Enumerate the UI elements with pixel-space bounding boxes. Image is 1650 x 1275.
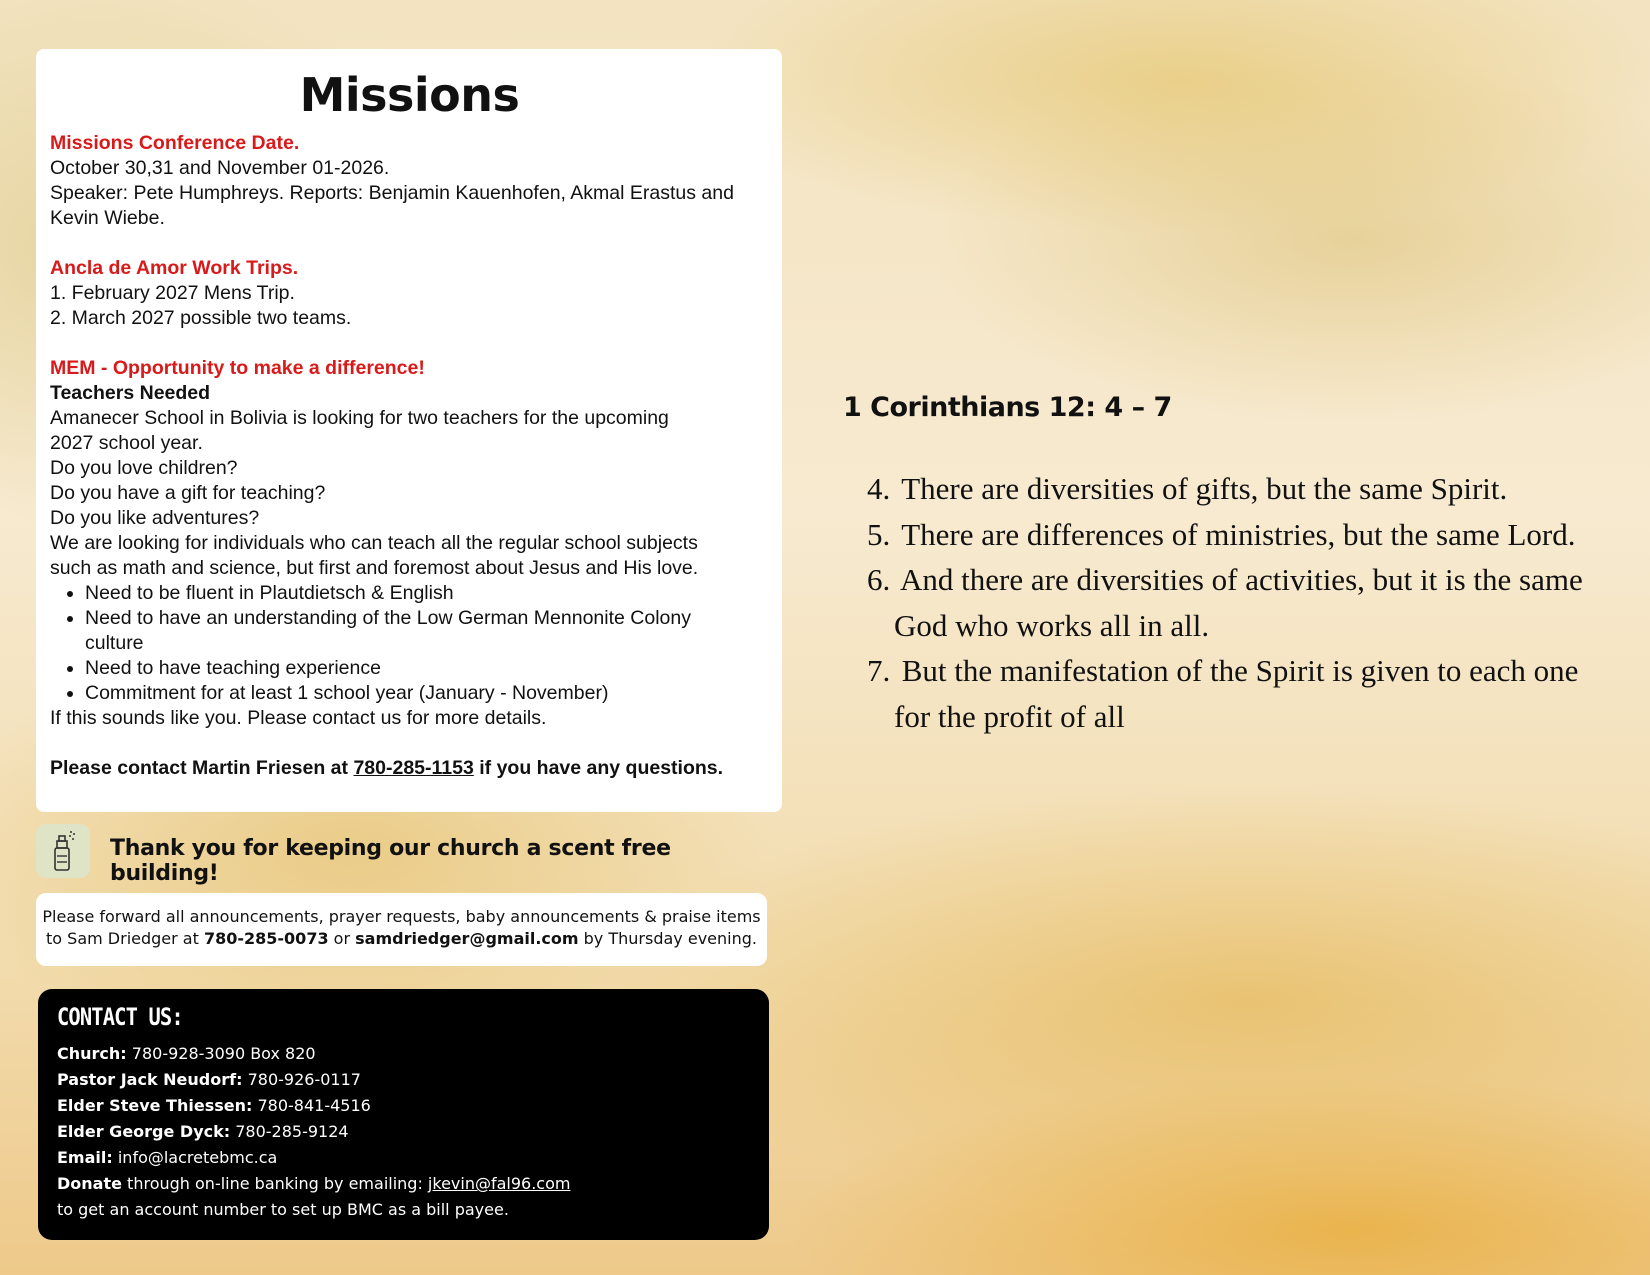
verse-item [867,512,1587,558]
contact-us-box [38,989,769,1240]
scent-free-banner [36,824,756,886]
verse-text: There are differences of ministries, but the same Lord. [901,516,1576,552]
contact-value: 780-926-0117 [242,1070,361,1089]
mem-question: Do you like adventures? [50,507,260,529]
contact-martin-prefix: Please contact Martin Friesen at [50,757,354,779]
verse-number: 6. [867,562,891,597]
contact-email-value[interactable]: info@lacretebmc.ca [112,1148,278,1167]
ancla-heading: Ancla de Amor Work Trips. [50,257,299,279]
sam-phone[interactable]: 780-285-0073 [203,929,329,948]
verse-text: There are diversities of gifts, but the same Spirit. [901,471,1508,506]
verse-text: But the manifestation of the Spirit is given to each one for the profit of all [894,653,1579,734]
mem-closing: If this sounds like you. Please contact us for more details. [50,707,547,729]
contact-label: Church: [57,1044,127,1063]
forward-line1: Please forward all announcements, prayer requests, baby announcements & praise items [42,907,761,926]
contact-label: Email: [57,1148,113,1167]
mem-heading: MEM - Opportunity to make a difference! [50,357,425,379]
contact-row [57,1041,750,1067]
donate-note: to get an account number to set up BMC as a bill payee. [57,1200,509,1219]
spray-bottle-icon [36,824,90,878]
verse-text: And there are diversities of activities, but it is the same God who works all in all. [894,562,1583,643]
sam-email[interactable]: samdriedger@gmail.com [355,929,579,948]
contact-label: Pastor Jack Neudorf: [57,1070,243,1089]
missions-card [36,49,782,812]
forward-prefix: to Sam Driedger at [46,929,204,948]
scripture-reference: 1 Corinthians 12: 4 – 7 [843,392,1172,423]
verse-item [867,557,1587,648]
requirements-list [50,581,769,706]
donate-text: through on-line banking by emailing: [121,1174,428,1193]
verse-number: 7. [867,653,891,688]
verse-item [867,648,1587,739]
conference-date: October 30,31 and November 01-2026. [50,157,390,179]
conference-heading: Missions Conference Date. [50,132,300,154]
ancla-item: 2. March 2027 possible two teams. [50,307,352,329]
contact-row [57,1093,750,1119]
contact-row [57,1145,750,1171]
mem-subheading: Teachers Needed [50,382,211,404]
donate-row [57,1171,750,1197]
requirement-item: • Need to have an understanding of the Low German Mennonite Colony culture [85,606,725,656]
forward-or: or [328,929,356,948]
scripture-verses [867,466,1587,739]
contact-value: 780-928-3090 Box 820 [126,1044,316,1063]
mem-question: Do you have a gift for teaching? [50,482,326,504]
contact-row [57,1119,750,1145]
donate-email-link[interactable]: jkevin@fal96.com [427,1174,571,1193]
contact-value: 780-285-9124 [230,1122,349,1141]
contact-martin-suffix: if you have any questions. [473,757,724,779]
contact-value: 780-841-4516 [252,1096,371,1115]
scent-free-text: Thank you for keeping our church a scent free building! [110,836,671,886]
contact-title: CONTACT US: [57,1003,183,1031]
forward-line2 [36,928,767,950]
forward-suffix: by Thursday evening. [578,929,757,948]
ancla-item: 1. February 2027 Mens Trip. [50,282,295,304]
requirement-item: • Commitment for at least 1 school year (January - November) [85,681,725,706]
martin-phone-link[interactable]: 780-285-1153 [353,757,474,779]
verse-number: 4. [867,471,891,506]
contact-martin [50,756,769,781]
forward-announcements-box [36,893,767,966]
mem-looking: We are looking for individuals who can teach all the regular school subjects such as math and science, but first and foremost about Jesus and His love. [50,532,699,579]
requirement-item: • Need to have teaching experience [85,656,725,681]
mem-question: Do you love children? [50,457,238,479]
mem-intro: Amanecer School in Bolivia is looking for two teachers for the upcoming 2027 school year. [50,407,669,454]
verse-number: 5. [867,516,891,552]
requirement-item: • Need to be fluent in Plautdietsch & English [85,581,725,606]
verse-item [867,466,1587,512]
conference-speaker: Speaker: Pete Humphreys. Reports: Benjamin Kauenhofen, Akmal Erastus and Kevin Wiebe. [50,182,734,229]
contact-label: Elder George Dyck: [57,1122,231,1141]
contact-row [57,1067,750,1093]
donate-label: Donate [57,1174,122,1193]
contact-label: Elder Steve Thiessen: [57,1096,253,1115]
missions-title: Missions [299,68,520,122]
